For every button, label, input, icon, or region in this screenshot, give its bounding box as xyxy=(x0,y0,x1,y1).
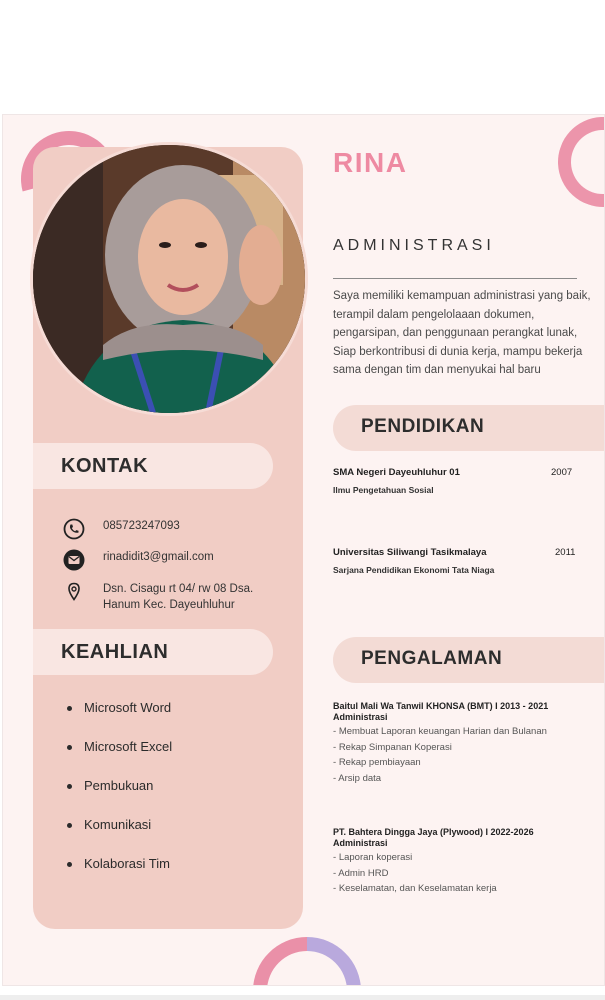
location-pin-icon xyxy=(63,581,85,603)
resume-page xyxy=(2,114,605,986)
list-item: - Membuat Laporan keuangan Harian dan Bulanan xyxy=(333,726,547,742)
list-item: - Keselamatan, dan Keselamatan kerja xyxy=(333,883,497,899)
address-line-1: Dsn. Cisagu rt 04/ rw 08 Dsa. xyxy=(103,583,254,595)
phone-icon xyxy=(63,518,85,540)
list-item: Microsoft Excel xyxy=(67,739,172,778)
list-item: - Rekap pembiayaan xyxy=(333,757,547,773)
contact-address xyxy=(63,581,253,613)
experience-company: PT. Bahtera Dingga Jaya (Plywood) I 2022-2026 xyxy=(333,827,534,837)
email-address: rinadidit3@gmail.com xyxy=(103,551,214,563)
education-school: Universitas Siliwangi Tasikmalaya xyxy=(333,547,487,558)
profile-photo xyxy=(33,145,305,413)
skills-list xyxy=(67,700,172,895)
list-item: Komunikasi xyxy=(67,817,172,856)
profile-summary: Saya memiliki kemampuan administrasi yang baik, terampil dalam pengelolaaan dokumen, pengarsipan, dan penggunaan perangkat lunak, Siap berkontribusi di dunia kerja, mampu bekerja sama dengan tim dan menyukai hal baru xyxy=(333,290,591,376)
list-item: - Rekap Simpanan Koperasi xyxy=(333,742,547,758)
page-edge xyxy=(0,995,605,1000)
experience-entry-1 xyxy=(333,701,593,723)
phone-number: 085723247093 xyxy=(103,520,180,532)
list-item: Microsoft Word xyxy=(67,700,172,739)
candidate-name: RINA xyxy=(333,147,408,178)
address-line-2: Hanum Kec. Dayeuhluhur xyxy=(103,599,235,611)
education-year: 2007 xyxy=(551,467,573,478)
divider xyxy=(333,278,577,279)
address-text xyxy=(103,581,253,613)
experience-company: Baitul Mali Wa Tanwil KHONSA (BMT) I 2013 - 2021 xyxy=(333,701,549,711)
contact-email xyxy=(63,549,214,571)
experience-entry-2 xyxy=(333,827,593,849)
experience-heading: PENGALAMAN xyxy=(361,648,503,669)
experience-position: Administrasi xyxy=(333,838,388,848)
list-item: Pembukuan xyxy=(67,778,172,817)
skills-heading: KEAHLIAN xyxy=(61,641,169,663)
contact-phone xyxy=(63,518,180,540)
email-icon xyxy=(63,549,85,571)
list-item: - Arsip data xyxy=(333,773,547,789)
contact-heading: KONTAK xyxy=(61,455,149,477)
candidate-role: ADMINISTRASI xyxy=(333,237,495,254)
experience-task-list xyxy=(333,852,497,899)
education-school: SMA Negeri Dayeuhluhur 01 xyxy=(333,467,460,478)
education-degree: Sarjana Pendidikan Ekonomi Tata Niaga xyxy=(333,565,495,575)
education-heading: PENDIDIKAN xyxy=(361,416,485,437)
education-degree: Ilmu Pengetahuan Sosial xyxy=(333,485,434,495)
experience-position: Administrasi xyxy=(333,712,388,722)
experience-task-list xyxy=(333,726,547,788)
education-year: 2011 xyxy=(555,547,576,558)
decorative-ring xyxy=(545,114,605,220)
list-item: - Admin HRD xyxy=(333,868,497,884)
list-item: - Laporan koperasi xyxy=(333,852,497,868)
list-item: Kolaborasi Tim xyxy=(67,856,172,895)
